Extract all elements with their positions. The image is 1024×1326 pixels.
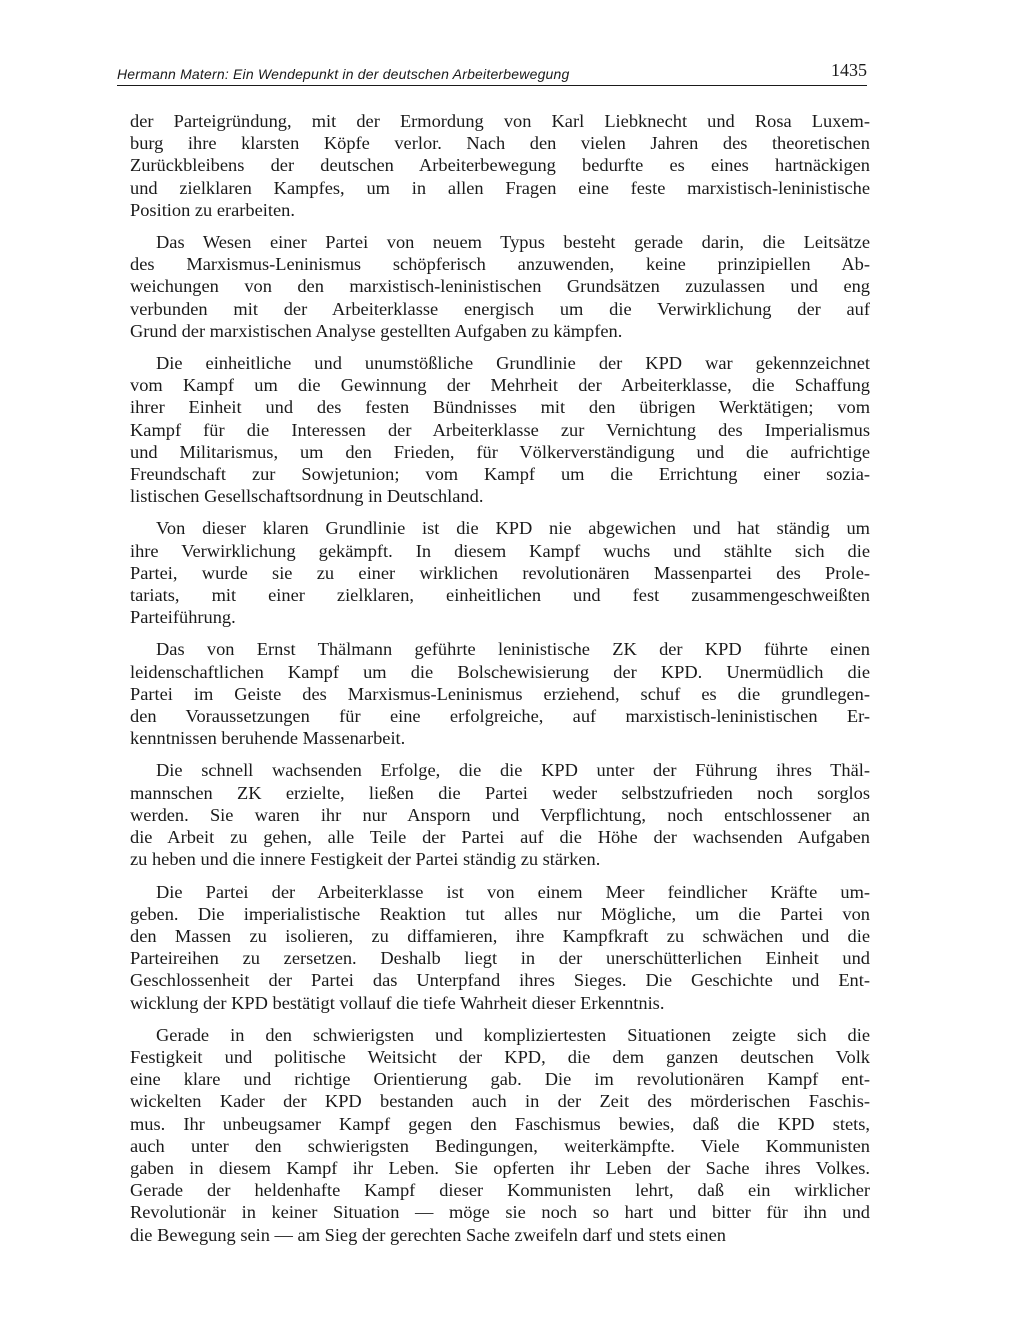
text-line: die Bewegung sein — am Sieg der gerechten Sache zweifeln darf und stets einen	[130, 1224, 726, 1245]
paragraph	[130, 1024, 870, 1246]
text-line: werden. Sie waren ihr nur Ansporn und Verpflichtung, noch entschlossener an	[130, 804, 870, 825]
text-line: die Arbeit zu gehen, alle Teile der Partei auf die Höhe der wachsenden Aufgaben	[130, 827, 870, 848]
text-line: tariats, mit einer zielklaren, einheitlichen und fest zusammengeschweißten	[130, 585, 870, 606]
text-line: Die Partei der Arbeiterklasse ist von einem Meer feindlicher Kräfte um-	[156, 881, 870, 902]
text-line: burg ihre klarsten Köpfe verlor. Nach den vielen Jahren des theoretischen	[130, 133, 870, 154]
paragraph	[130, 638, 870, 749]
text-line: Geschlossenheit der Partei das Unterpfand ihres Sieges. Die Geschichte und Ent-	[130, 970, 870, 991]
running-header	[117, 60, 867, 88]
text-line: auch unter den schwierigsten Bedingungen, weiterkämpfte. Viele Kommunisten	[130, 1135, 870, 1156]
text-line: Das von Ernst Thälmann geführte leninistische ZK der KPD führte einen	[156, 639, 870, 660]
text-line: weichungen von den marxistisch-leninistischen Grundsätzen zuzulassen und eng	[130, 276, 870, 297]
paragraph	[130, 352, 870, 507]
text-line: geben. Die imperialistische Reaktion tut alles nur Mögliche, um die Partei von	[130, 903, 870, 924]
text-line: den Voraussetzungen für eine erfolgreiche, auf marxistisch-leninistischen Er-	[130, 706, 870, 727]
text-line: und zielklaren Kampfes, um in allen Fragen eine feste marxistisch-leninistische	[130, 177, 870, 198]
text-line: des Marxismus-Leninismus schöpferisch anzuwenden, keine prinzipiellen Ab-	[130, 254, 870, 275]
text-line: Die schnell wachsenden Erfolge, die die KPD unter der Führung ihres Thäl-	[156, 760, 870, 781]
text-line: Von dieser klaren Grundlinie ist die KPD nie abgewichen und hat ständig um	[156, 518, 870, 539]
text-line: Kampf für die Interessen der Arbeiterklasse zur Vernichtung des Imperialismus	[130, 419, 870, 440]
text-line: ihre Verwirklichung gekämpft. In diesem Kampf wuchs und stählte sich die	[130, 540, 870, 561]
text-line: zu heben und die innere Festigkeit der Partei ständig zu stärken.	[130, 849, 601, 870]
text-line: Freundschaft zur Sowjetunion; vom Kampf um die Errichtung einer sozia-	[130, 464, 870, 485]
text-line: Parteiführung.	[130, 607, 236, 628]
text-line: Partei, wurde sie zu einer wirklichen revolutionären Massenpartei des Prole-	[130, 562, 870, 583]
paragraph	[130, 759, 870, 870]
text-line: mus. Ihr unbeugsamer Kampf gegen den Faschismus bewies, daß die KPD stets,	[130, 1113, 870, 1134]
text-line: und Militarismus, um den Frieden, für Völkerverständigung und die aufrichtige	[130, 441, 870, 462]
text-line: wickelten Kader der KPD bestanden auch in der Zeit des mörderischen Faschis-	[130, 1091, 870, 1112]
text-line: der Parteigründung, mit der Ermordung von Karl Liebknecht und Rosa Luxem-	[130, 111, 870, 131]
text-line: wicklung der KPD bestätigt vollauf die tiefe Wahrheit dieser Erkenntnis.	[130, 992, 665, 1013]
text-line: Gerade in den schwierigsten und kompliziertesten Situationen zeigte sich die	[156, 1024, 870, 1045]
text-line: Revolutionär in keiner Situation — möge sie noch so hart und bitter für ihn und	[130, 1202, 870, 1223]
paragraph	[130, 517, 870, 628]
body-text	[130, 110, 870, 1256]
text-line: Gerade der heldenhafte Kampf dieser Kommunisten lehrt, daß ein wirklicher	[130, 1180, 870, 1201]
text-line: Die einheitliche und unumstößliche Grundlinie der KPD war gekennzeichnet	[156, 353, 870, 374]
text-line: mannschen ZK erzielte, ließen die Partei weder selbstzufrieden noch sorglos	[130, 782, 870, 803]
text-line: verbunden mit der Arbeiterklasse energisch um die Verwirklichung der auf	[130, 298, 870, 319]
text-line: Position zu erarbeiten.	[130, 199, 295, 220]
text-line: listischen Gesellschaftsordnung in Deutschland.	[130, 486, 484, 507]
text-line: kenntnissen beruhende Massenarbeit.	[130, 728, 406, 749]
text-line: Grund der marxistischen Analyse gestellten Aufgaben zu kämpfen.	[130, 320, 623, 341]
text-line: gaben in diesem Kampf ihr Leben. Sie opferten ihr Leben der Sache ihres Volkes.	[130, 1157, 870, 1178]
text-line: Zurückbleibens der deutschen Arbeiterbewegung bedurfte es eines hartnäckigen	[130, 155, 870, 176]
text-line: Das Wesen einer Partei von neuem Typus besteht gerade darin, die Leitsätze	[156, 232, 870, 253]
text-line: eine klare und richtige Orientierung gab. Die im revolutionären Kampf ent-	[130, 1069, 870, 1090]
text-line: ihrer Einheit und des festen Bündnisses mit den übrigen Werktätigen; vom	[130, 397, 870, 418]
paragraph	[130, 110, 870, 221]
paragraph	[130, 231, 870, 342]
text-line: Partei im Geiste des Marxismus-Leninismus erziehend, schuf es die grundlegen-	[130, 683, 870, 704]
text-line: den Massen zu isolieren, zu diffamieren, ihre Kampfkraft zu schwächen und die	[130, 925, 870, 946]
text-line: Festigkeit und politische Weitsicht der KPD, die dem ganzen deutschen Volk	[130, 1046, 870, 1067]
text-line: Parteireihen zu zersetzen. Deshalb liegt in der unerschütterlichen Einheit und	[130, 948, 870, 969]
page-number: 1435	[831, 60, 867, 80]
text-line: vom Kampf um die Gewinnung der Mehrheit der Arbeiterklasse, die Schaffung	[130, 375, 870, 396]
paragraph	[130, 881, 870, 1014]
header-rule	[117, 85, 867, 86]
running-title: Hermann Matern: Ein Wendepunkt in der deutschen Arbeiterbewegung	[117, 66, 570, 82]
text-line: leidenschaftlichen Kampf um die Bolschewisierung der KPD. Unermüdlich die	[130, 661, 870, 682]
